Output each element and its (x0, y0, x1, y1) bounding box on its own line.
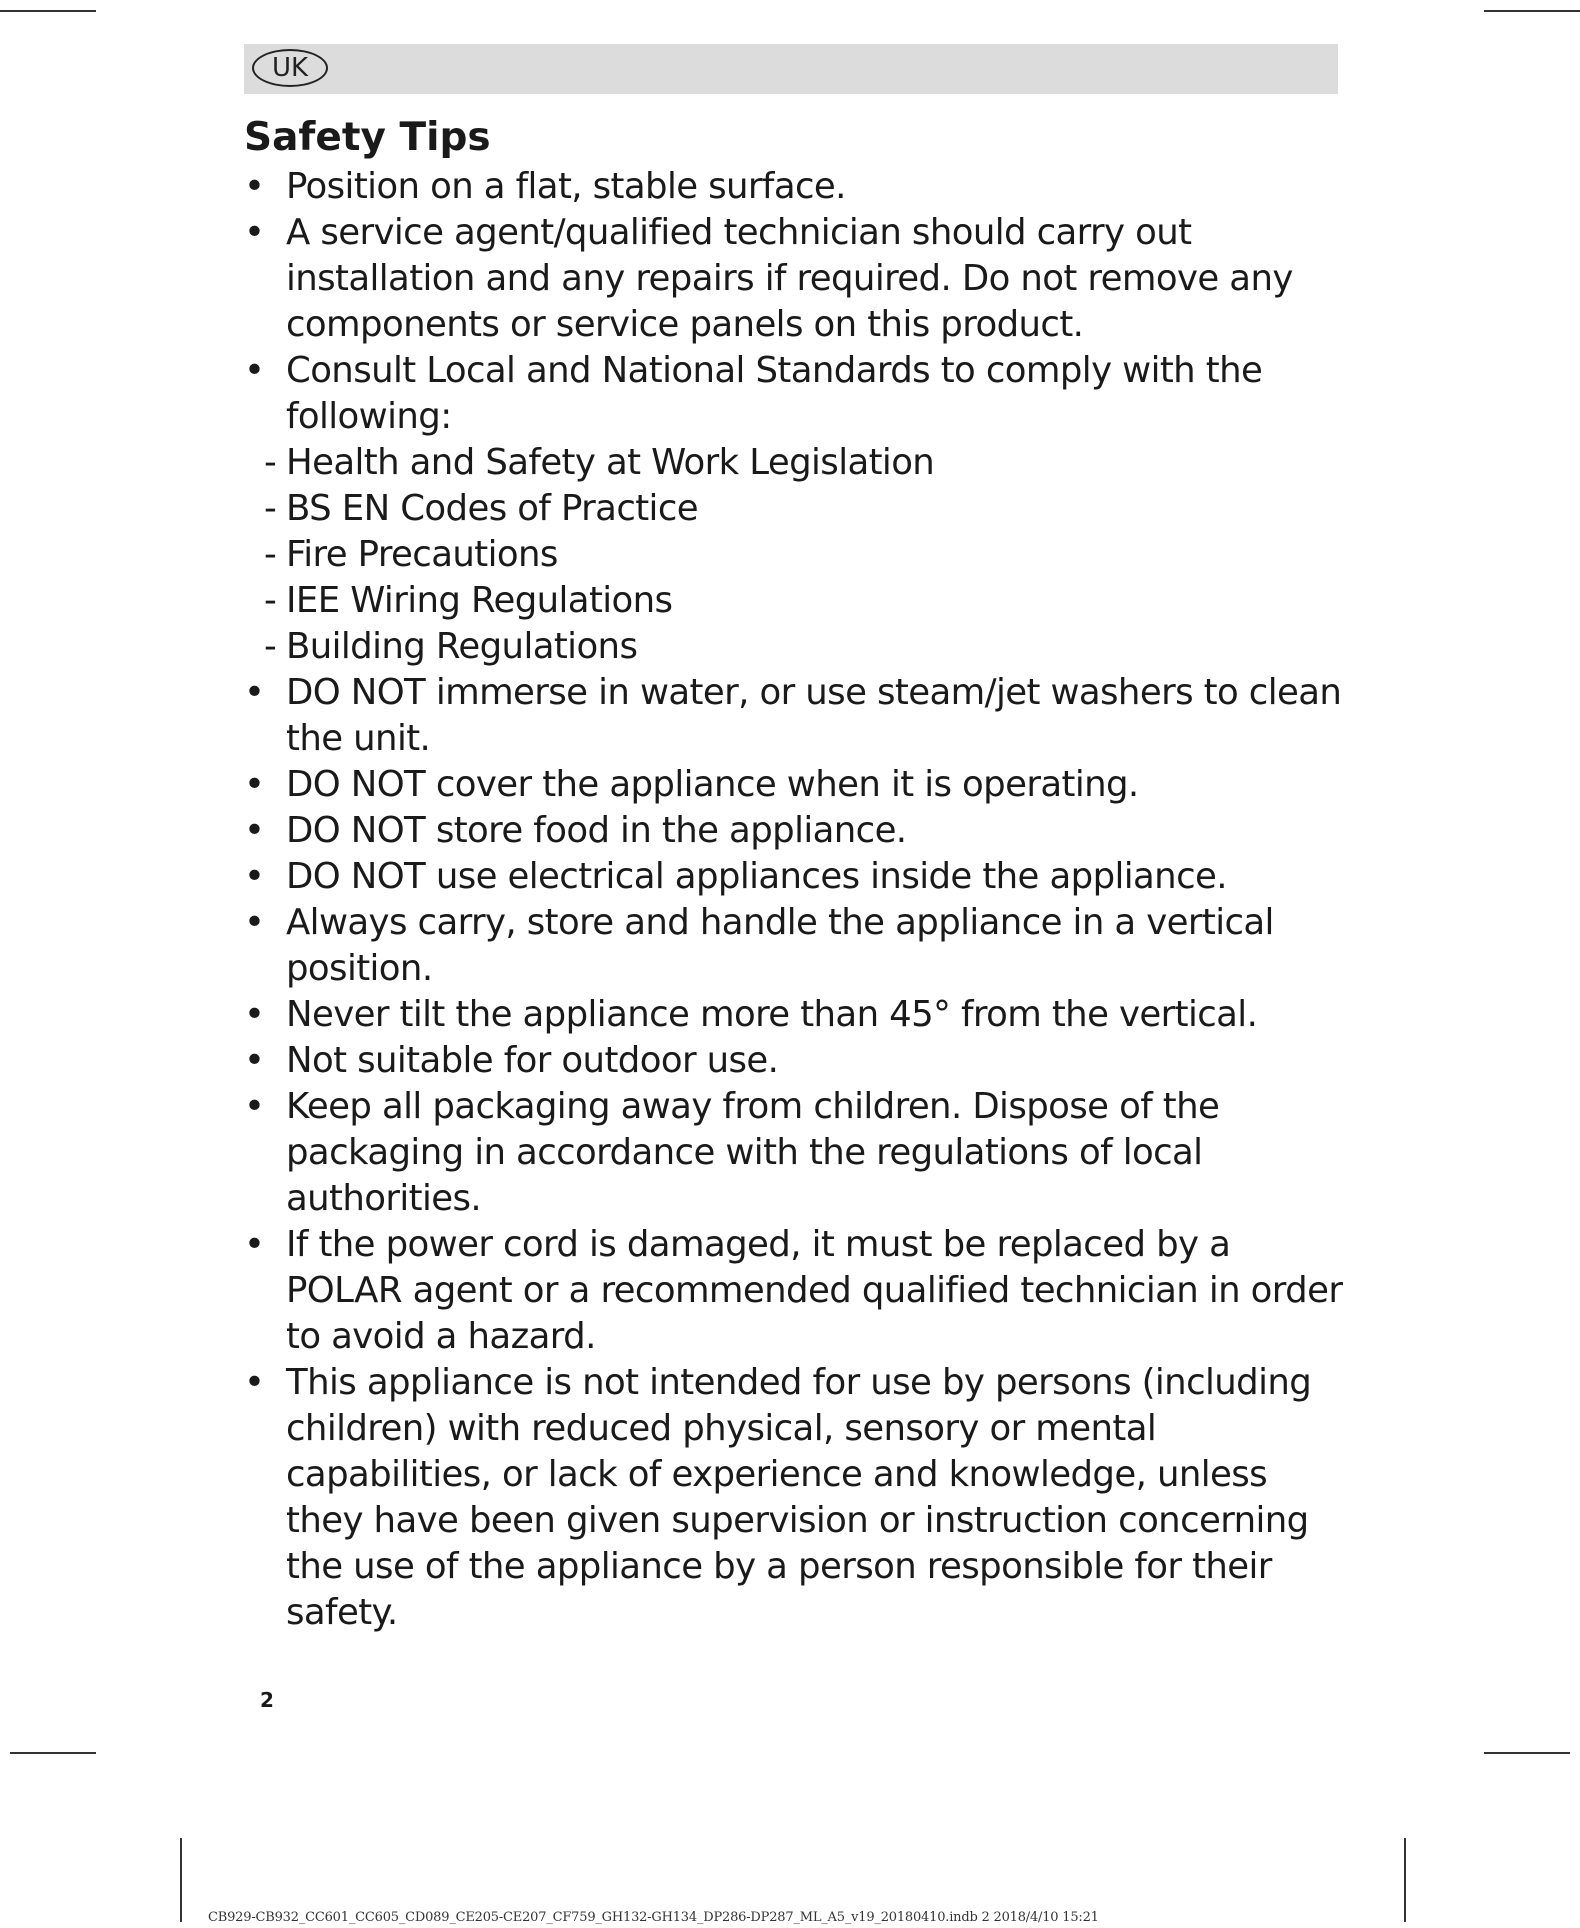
safety-tip-text: DO NOT cover the appliance when it is operating. (286, 764, 1139, 805)
safety-tip-text: Never tilt the appliance more than 45° from the vertical. (286, 994, 1258, 1035)
standards-sub-item-text: Health and Safety at Work Legislation (286, 442, 935, 483)
region-badge: UK (252, 49, 328, 87)
safety-tip-item (244, 1360, 1344, 1636)
safety-tip-text: DO NOT use electrical appliances inside the appliance. (286, 856, 1227, 897)
safety-tip-item (244, 348, 1344, 670)
safety-tip-item (244, 992, 1344, 1038)
safety-tip-text: Keep all packaging away from children. Dispose of the packaging in accordance with the regulations of local authorities. (286, 1086, 1220, 1219)
safety-tip-text: DO NOT immerse in water, or use steam/jet washers to clean the unit. (286, 672, 1342, 759)
bullet-icon: • (244, 856, 265, 897)
section-title: Safety Tips (244, 115, 491, 160)
safety-tip-text: Position on a flat, stable surface. (286, 166, 846, 207)
safety-tip-item (244, 808, 1344, 854)
standards-sub-item (264, 532, 1344, 578)
standards-sub-item (264, 578, 1344, 624)
safety-tip-text: Not suitable for outdoor use. (286, 1040, 779, 1081)
bullet-icon: • (244, 212, 265, 253)
crop-mark-bottom-right (1484, 1752, 1570, 1754)
standards-sub-item (264, 624, 1344, 670)
safety-tips-section (244, 112, 1344, 1636)
standards-sub-item-text: Fire Precautions (286, 534, 558, 575)
safety-tip-item (244, 854, 1344, 900)
safety-tip-text: DO NOT store food in the appliance. (286, 810, 907, 851)
safety-tip-text: Always carry, store and handle the appliance in a vertical position. (286, 902, 1274, 989)
safety-tip-text: This appliance is not intended for use by persons (including children) with reduced physical, sensory or mental capabilities, or lack of experience and knowledge, unless they have been given supervision or instruction concerning the use of the appliance by a person responsible for their safety. (286, 1362, 1312, 1633)
standards-sub-item-text: Building Regulations (286, 626, 638, 667)
safety-tip-text: Consult Local and National Standards to comply with the following: (286, 350, 1263, 437)
bullet-icon: • (244, 1362, 265, 1403)
dash-icon: - (264, 626, 277, 667)
standards-sub-item (264, 486, 1344, 532)
bullet-icon: • (244, 350, 265, 391)
safety-tip-item (244, 210, 1344, 348)
safety-tip-item (244, 900, 1344, 992)
safety-tip-item (244, 1084, 1344, 1222)
crop-mark-vertical-left (180, 1838, 182, 1922)
bullet-icon: • (244, 994, 265, 1035)
bullet-icon: • (244, 672, 265, 713)
safety-tip-item (244, 164, 1344, 210)
standards-sub-list (264, 440, 1344, 670)
crop-mark-bottom-left (10, 1752, 96, 1754)
crop-mark-top-right (1484, 10, 1580, 12)
safety-tip-item (244, 670, 1344, 762)
header-bar (244, 44, 1338, 94)
safety-tip-item (244, 762, 1344, 808)
bullet-icon: • (244, 810, 265, 851)
bullet-icon: • (244, 1224, 265, 1265)
bullet-icon: • (244, 902, 265, 943)
safety-tip-item (244, 1222, 1344, 1360)
safety-tip-text: A service agent/qualified technician should carry out installation and any repairs if required. Do not remove any components or service panels on this product. (286, 212, 1293, 345)
dash-icon: - (264, 442, 277, 483)
safety-tips-list (244, 164, 1344, 1636)
dash-icon: - (264, 488, 277, 529)
dash-icon: - (264, 534, 277, 575)
bullet-icon: • (244, 1086, 265, 1127)
crop-mark-top-left (0, 10, 96, 12)
bullet-icon: • (244, 764, 265, 805)
bullet-icon: • (244, 1040, 265, 1081)
bullet-icon: • (244, 166, 265, 207)
dash-icon: - (264, 580, 277, 621)
standards-sub-item (264, 440, 1344, 486)
safety-tip-text: If the power cord is damaged, it must be replaced by a POLAR agent or a recommended qualified technician in order to avoid a hazard. (286, 1224, 1343, 1357)
standards-sub-item-text: IEE Wiring Regulations (286, 580, 673, 621)
print-slug: CB929-CB932_CC601_CC605_CD089_CE205-CE207_CF759_GH132-GH134_DP286-DP287_ML_A5_v19_20180410.indb 2 2018/4/10 15:21 (208, 1910, 1099, 1925)
crop-mark-vertical-right (1404, 1838, 1406, 1922)
standards-sub-item-text: BS EN Codes of Practice (286, 488, 698, 529)
safety-tip-item (244, 1038, 1344, 1084)
page-number: 2 (260, 1688, 274, 1712)
